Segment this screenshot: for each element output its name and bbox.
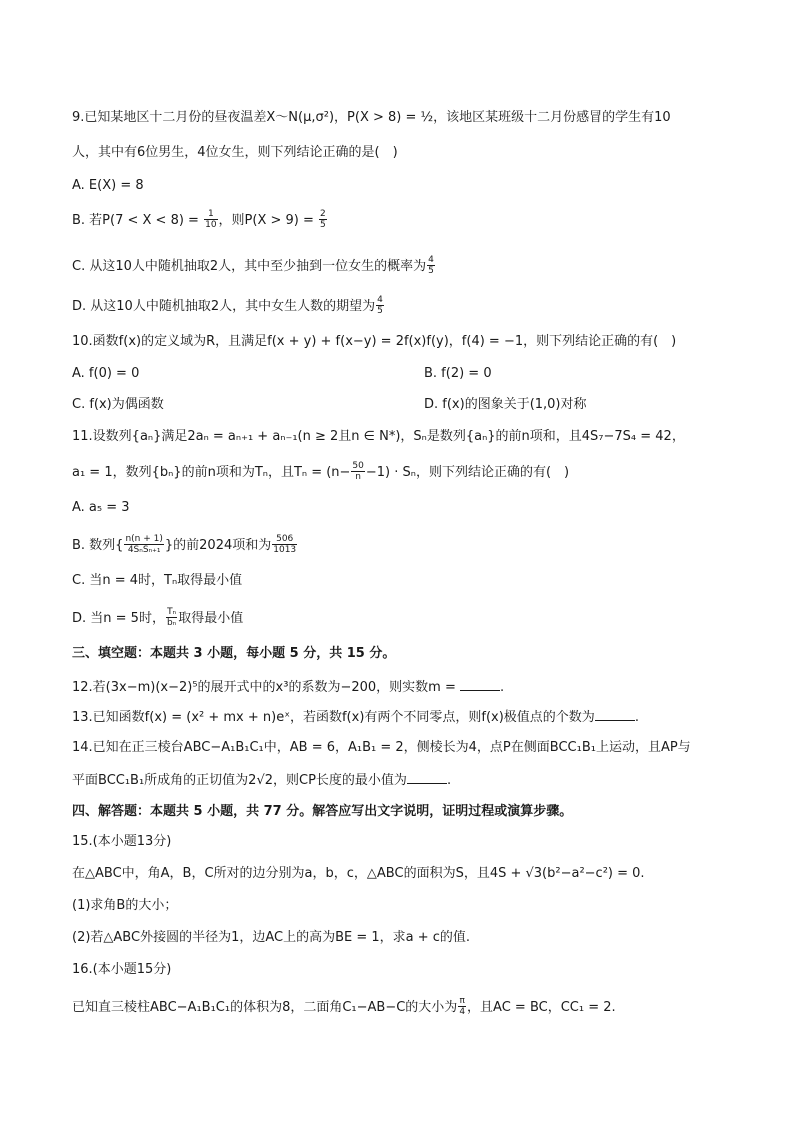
q9-b-f1-num: 1 [204, 209, 217, 220]
q16-den: 4 [459, 1007, 466, 1017]
section-3-heading: 三、填空题：本题共 3 小题，每小题 5 分，共 15 分。 [72, 646, 396, 661]
q15-stem: 在△ABC中，角A，B，C所对的边分别为a，b，c，△ABC的面积为S，且4S + √3(b²−a²−c²) = 0. [72, 866, 645, 881]
q9-c-fraction [427, 255, 435, 276]
q9-b-pre: B. 若P(7 < X < 8) = [72, 213, 204, 228]
q11-b-mid: }的前2024项和为 [164, 538, 272, 553]
q13-post: . [634, 710, 639, 725]
q15-part-2: (2)若△ABC外接圆的半径为1，边AC上的高为BE = 1，求a + c的值. [72, 930, 471, 945]
q14-l2-pre: 平面BCC₁B₁所成角的正切值为2√2，则CP长度的最小值为 [72, 773, 407, 788]
q10-option-b: B. f(2) = 0 [424, 366, 492, 381]
q13-answer-blank [595, 706, 635, 721]
q12-answer-blank [460, 676, 500, 691]
q14-l2-post: . [446, 773, 452, 788]
q9-d-den: 5 [377, 306, 383, 316]
q9-b-fraction-2 [319, 209, 327, 230]
q11-option-c: C. 当n = 4时，Tₙ取得最小值 [72, 573, 243, 588]
q11-l2-pre: a₁ = 1，数列{bₙ}的前n项和为Tₙ，且Tₙ = (n− [72, 465, 351, 480]
q10-stem: 10.函数f(x)的定义域为R，且满足f(x + y) + f(x−y) = 2f(x)f(y)，f(4) = −1，则下列结论正确的有( ) [72, 334, 677, 349]
q11-d-den: bₙ [166, 618, 177, 628]
q13-pre: 13.已知函数f(x) = (x² + mx + n)eˣ，若函数f(x)有两个不同零点，则f(x)极值点的个数为 [72, 710, 595, 725]
section-4-heading: 四、解答题：本题共 5 小题，共 77 分。解答应写出文字说明，证明过程或演算步骤。 [72, 804, 573, 819]
q12-stem [72, 676, 734, 698]
q9-option-a: A. E(X) = 8 [72, 178, 144, 193]
q9-b-mid: ，则P(X > 9) = [218, 213, 319, 228]
q11-l2-den: n [355, 472, 361, 482]
q10-option-a: A. f(0) = 0 [72, 366, 140, 381]
q16-num: π [459, 996, 465, 1006]
q11-b-num: n(n + 1) [125, 534, 163, 544]
q9-b-f1-den: 10 [205, 220, 217, 230]
q11-b-den: 4SₙSₙ₊₁ [127, 545, 161, 555]
q16-heading: 16.(本小题15分) [72, 962, 172, 977]
q10-options-row1 [72, 364, 734, 386]
q11-l2-fraction [351, 461, 364, 482]
q10-option-d: D. f(x)的图象关于(1,0)对称 [424, 397, 587, 412]
q11-l2-post: −1) · Sₙ，则下列结论正确的有( ) [365, 465, 570, 480]
q11-option-a: A. a₅ = 3 [72, 500, 130, 515]
q13-stem [72, 706, 734, 728]
q9-b-fraction-1 [204, 209, 217, 230]
q11-d-post: 取得最小值 [178, 611, 244, 626]
q11-d-pre: D. 当n = 5时， [72, 611, 165, 626]
q14-stem-line2 [72, 769, 734, 791]
q14-answer-blank [407, 769, 447, 784]
q9-option-b [72, 210, 734, 232]
q16-post: ，且AC = BC，CC₁ = 2. [467, 1000, 616, 1015]
q9-d-num: 4 [377, 295, 383, 305]
q16-fraction [458, 996, 466, 1017]
q9-d-pre: D. 从这10人中随机抽取2人，其中女生人数的期望为 [72, 299, 376, 314]
q12-pre: 12.若(3x−m)(x−2)⁵的展开式中的x³的系数为−200，则实数m = [72, 680, 460, 695]
q11-b-fraction-2 [272, 534, 297, 555]
q11-option-d [72, 608, 734, 630]
q9-stem-line1: 9.已知某地区十二月份的昼夜温差X～N(μ,σ²)，P(X > 8) = ½，该地区某班级十二月份感冒的学生有10 [72, 110, 671, 125]
q11-b-fraction-1 [124, 534, 163, 555]
q16-pre: 已知直三棱柱ABC−A₁B₁C₁的体积为8，二面角C₁−AB−C的大小为 [72, 1000, 458, 1015]
q16-stem [72, 997, 734, 1019]
q11-option-b [72, 535, 734, 557]
q11-d-fraction [166, 607, 177, 628]
q11-l2-num: 50 [352, 461, 364, 471]
q11-b-pre: B. 数列{ [72, 538, 124, 553]
q9-b-f2-den: 5 [320, 220, 326, 230]
q9-b-f2-num: 2 [320, 209, 326, 219]
q9-d-fraction [376, 295, 384, 316]
q11-b-f-den: 1013 [273, 545, 297, 555]
q9-option-c [72, 256, 734, 278]
q11-d-num: Tₙ [167, 607, 177, 617]
q9-c-num: 4 [428, 255, 434, 265]
q9-option-d [72, 296, 734, 318]
q11-stem-line1: 11.设数列{aₙ}满足2aₙ = aₙ₊₁ + aₙ₋₁(n ≥ 2且n ∈ N*)，Sₙ是数列{aₙ}的前n项和，且4S₇−7S₄ = 42， [72, 429, 685, 444]
q15-heading: 15.(本小题13分) [72, 834, 172, 849]
q10-options-row2 [72, 395, 734, 417]
q14-stem-line1: 14.已知在正三棱台ABC−A₁B₁C₁中，AB = 6，A₁B₁ = 2，侧棱长为4，点P在侧面BCC₁B₁上运动，且AP与 [72, 740, 691, 755]
q9-c-pre: C. 从这10人中随机抽取2人，其中至少抽到一位女生的概率为 [72, 259, 427, 274]
q9-c-den: 5 [428, 266, 434, 276]
q9-stem-line2: 人，其中有6位男生，4位女生，则下列结论正确的是( ) [72, 145, 398, 160]
q12-post: . [499, 680, 505, 695]
q11-b-f-num: 506 [272, 534, 297, 545]
q11-stem-line2 [72, 462, 734, 484]
q15-part-1: (1)求角B的大小； [72, 898, 178, 913]
q10-option-c: C. f(x)为偶函数 [72, 397, 164, 412]
